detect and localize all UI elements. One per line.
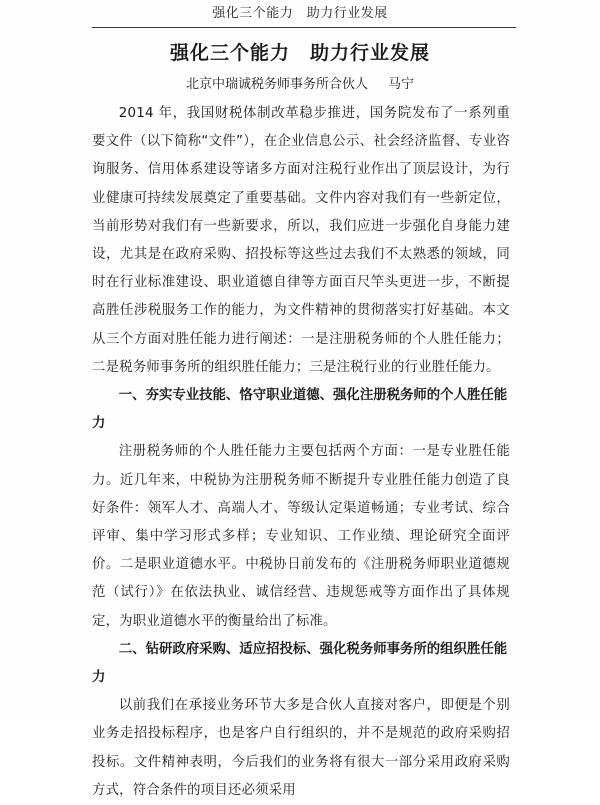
byline-organization: 北京中瑞诚税务师事务所合伙人 xyxy=(185,77,368,92)
section-heading-2: 二、钻研政府采购、适应招投标、强化税务师事务所的组织胜任能力 xyxy=(92,641,508,686)
article-title: 强化三个能力 助力行业发展 xyxy=(169,42,430,64)
section-heading-1: 一、夯实专业技能、恪守职业道德、强化注册税务师的个人胜任能力 xyxy=(92,388,508,432)
byline-author: 马宁 xyxy=(388,77,415,92)
byline xyxy=(0,76,600,94)
paragraph-section-2: 以前我们在承接业务环节大多是合伙人直接对客户，即便是个别业务走招投标程序，也是客户自行组织的，并不是规范的政府采购招投标。文件精神表明，今后我们的业务将有很大一部分采用政府采购方式，符合条件的项目还必须采用 xyxy=(92,698,510,798)
paragraph-intro: 2014 年，我国财税体制改革稳步推进，国务院发布了一系列重要文件（以下简称“文件”），在企业信息公示、社会经济监督、专业咨询服务、信用体系建设等诸多方面对注税行业作出了顶层设计，为行业健康可持续发展奠定了重要基础。文件内容对我们有一些新定位，当前形势对我们有一些新要求，所以，我们应进一步强化自身能力建设，尤其是在政府采购、招投标等这些过去我们不太熟悉的领域，同时在行业标准建设、职业道德自律等方面百尺竿头更进一步，不断提高胜任涉税服务工作的能力，为文件精神的贯彻落实打好基础。本文从三个方面对胜任能力进行阐述：一是注册税务师的个人胜任能力；二是税务师事务所的组织胜任能力；三是注税行业的行业胜任能力。 xyxy=(92,106,510,375)
running-header: 强化三个能力 助力行业发展 xyxy=(212,6,388,21)
article-body xyxy=(92,100,510,805)
header-divider xyxy=(92,27,516,28)
paragraph-section-1: 注册税务师的个人胜任能力主要包括两个方面：一是专业胜任能力。近几年来，中税协为注册税务师不断提升专业胜任能力创造了良好条件：领军人才、高端人才、等级认定渠道畅通；专业考试、综合评审、集中学习形式多样；专业知识、工作业绩、理论研究全面评价。二是职业道德水平。中税协日前发布的《注册税务师职业道德规范（试行）》在依法执业、诚信经营、违规惩戒等方面作出了具体规定，为职业道德水平的衡量给出了标准。 xyxy=(92,444,510,629)
